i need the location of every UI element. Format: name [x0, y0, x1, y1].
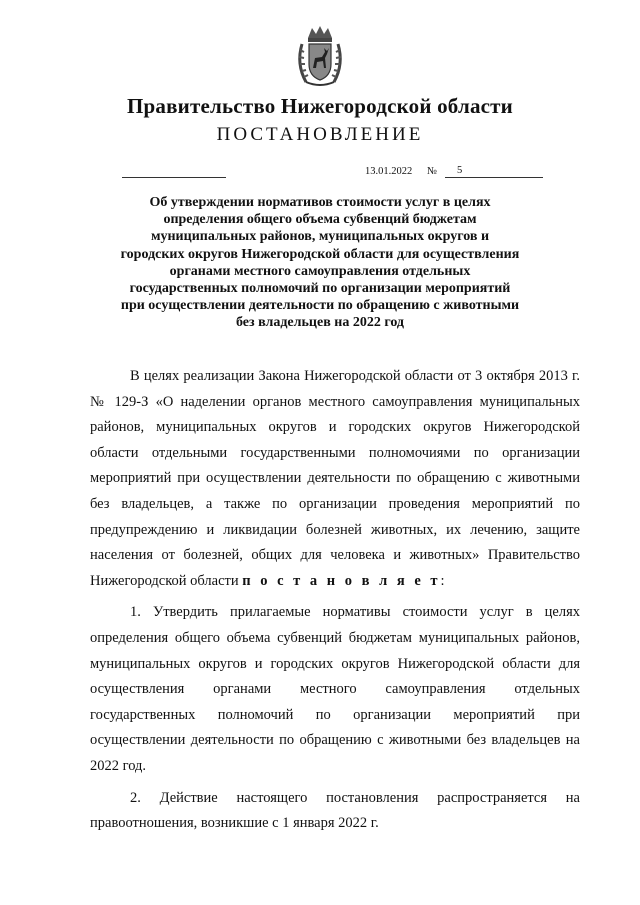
resolves-colon: : — [440, 572, 445, 589]
preamble-text: В целях реализации Закона Нижегородской области от 3 октября 2013 г. № 129-З «О наделении органов местного самоуправления муниципальных районов, муниципальных округов и городских округов Нижегородской области отдельными государственными полномочиями по организации мероприятий при осуществлении деятельности по обращению с животными без владельцев, а также по организации проведения мероприятий по предупреждению и ликвидации болезней животных, их лечению, защите населения от болезней, общих для человека и животных» Правительство Нижегородской области — [90, 368, 580, 589]
resolves-word: п о с т а н о в л я е т — [242, 572, 441, 589]
item-2: 2. Действие настоящего постановления распространяется на правоотношения, возникшие с 1 января 2022 г. — [90, 789, 580, 832]
document-type: ПОСТАНОВЛЕНИЕ — [216, 124, 424, 145]
document-body — [90, 364, 580, 843]
item-1: 1. Утвердить прилагаемые нормативы стоимости услуг в целях определения общего объема субвенций бюджетам муниципальных районов, муниципальных округов и городских округов Нижегородской области для осуществления органами местного самоуправления отдельных государственных полномочий по организации мероприятий при осуществлении деятельности по обращению с животными без владельцев на 2022 год. — [90, 604, 580, 774]
coat-of-arms-icon — [294, 24, 346, 90]
organization-name: Правительство Нижегородской области — [127, 94, 513, 118]
number-label: № — [427, 166, 438, 177]
document-title: Об утверждении нормативов стоимости услуг в целях определения общего объема субвенций бюджетам муниципальных районов, муниципальных округов и городских округов Нижегородской области для осуществления органами местного самоуправления отдельных государственных полномочий по организации мероприятий при осуществлении деятельности по обращению с животными без владельцев на 2022 год — [120, 195, 520, 331]
preamble-paragraph — [90, 364, 580, 594]
document-date: 13.01.2022 — [365, 166, 413, 177]
blank-date-line — [122, 177, 226, 178]
document-number: 5 — [445, 166, 543, 178]
